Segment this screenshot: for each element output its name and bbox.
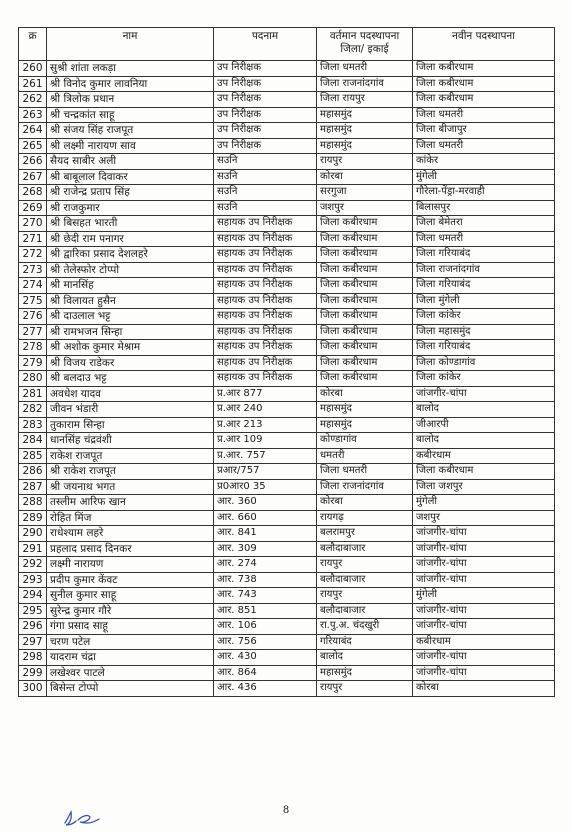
cell-serial-number: 299 bbox=[19, 665, 47, 681]
cell-designation: प्र.आर. 757 bbox=[214, 448, 317, 464]
cell-name: राधेश्याम लहरे bbox=[47, 526, 214, 542]
cell-designation: आर. 436 bbox=[214, 681, 317, 697]
cell-name: रोहित मिंज bbox=[47, 510, 214, 526]
cell-current-posting: जिला कबीरधाम bbox=[317, 216, 413, 232]
table-row bbox=[19, 479, 555, 495]
cell-new-posting: जिला कबीरधाम bbox=[413, 92, 555, 108]
cell-new-posting: जशपुर bbox=[413, 510, 555, 526]
cell-new-posting: कांकेर bbox=[413, 154, 555, 170]
cell-new-posting: जांजगीर-चांपा bbox=[413, 603, 555, 619]
table-row bbox=[19, 603, 555, 619]
table-row bbox=[19, 541, 555, 557]
cell-new-posting: कोरबा bbox=[413, 681, 555, 697]
cell-designation: उप निरीक्षक bbox=[214, 92, 317, 108]
table-row bbox=[19, 619, 555, 635]
cell-name: श्री बाबूलाल दिवाकर bbox=[47, 169, 214, 185]
cell-serial-number: 286 bbox=[19, 464, 47, 480]
cell-name: तस्लीम आरिफ खान bbox=[47, 495, 214, 511]
cell-current-posting: जिला कबीरधाम bbox=[317, 309, 413, 325]
cell-serial-number: 289 bbox=[19, 510, 47, 526]
cell-current-posting: जिला रायपुर bbox=[317, 92, 413, 108]
cell-designation: आर. 309 bbox=[214, 541, 317, 557]
table-row bbox=[19, 76, 555, 92]
cell-name: अवधेश यादव bbox=[47, 386, 214, 402]
table-row bbox=[19, 169, 555, 185]
cell-current-posting: गरियाबंद bbox=[317, 634, 413, 650]
cell-serial-number: 276 bbox=[19, 309, 47, 325]
cell-designation: सहायक उप निरीक्षक bbox=[214, 340, 317, 356]
cell-serial-number: 291 bbox=[19, 541, 47, 557]
cell-name: श्री अशोक कुमार मेश्राम bbox=[47, 340, 214, 356]
cell-new-posting: बिलासपुर bbox=[413, 200, 555, 216]
cell-serial-number: 262 bbox=[19, 92, 47, 108]
cell-new-posting: जांजगीर-चांपा bbox=[413, 557, 555, 573]
table-row bbox=[19, 247, 555, 263]
cell-new-posting: जिला गरियाबंद bbox=[413, 340, 555, 356]
cell-current-posting: जिला धमतरी bbox=[317, 464, 413, 480]
cell-new-posting: जिला महासमुंद bbox=[413, 324, 555, 340]
cell-designation: प्र.आर 213 bbox=[214, 417, 317, 433]
cell-serial-number: 284 bbox=[19, 433, 47, 449]
table-row bbox=[19, 293, 555, 309]
table-row bbox=[19, 386, 555, 402]
cell-current-posting: बलौदाबाजार bbox=[317, 572, 413, 588]
cell-current-posting: जिला धमतरी bbox=[317, 61, 413, 77]
cell-designation: आर. 274 bbox=[214, 557, 317, 573]
table-row bbox=[19, 231, 555, 247]
cell-current-posting: बालोद bbox=[317, 650, 413, 666]
cell-new-posting: जांजगीर-चांपा bbox=[413, 386, 555, 402]
cell-new-posting: जांजगीर-चांपा bbox=[413, 541, 555, 557]
table-row bbox=[19, 154, 555, 170]
cell-current-posting: धमतरी bbox=[317, 448, 413, 464]
cell-new-posting: जिला मुंगेली bbox=[413, 293, 555, 309]
cell-name: सैयद साबीर अली bbox=[47, 154, 214, 170]
cell-new-posting: कबीरधाम bbox=[413, 634, 555, 650]
table-row bbox=[19, 278, 555, 294]
transfer-table bbox=[18, 27, 555, 697]
cell-current-posting: जिला कबीरधाम bbox=[317, 355, 413, 371]
cell-designation: सहायक उप निरीक्षक bbox=[214, 371, 317, 387]
cell-name: सुरेन्द्र कुमार गौरे bbox=[47, 603, 214, 619]
cell-designation: सउनि bbox=[214, 200, 317, 216]
cell-current-posting: कोरबा bbox=[317, 386, 413, 402]
cell-current-posting: महासमुंद bbox=[317, 402, 413, 418]
cell-designation: आर. 360 bbox=[214, 495, 317, 511]
cell-current-posting: जिला कबीरधाम bbox=[317, 340, 413, 356]
cell-current-posting: सरगुजा bbox=[317, 185, 413, 201]
cell-designation: सहायक उप निरीक्षक bbox=[214, 324, 317, 340]
cell-name: श्री विलायत हुसैन bbox=[47, 293, 214, 309]
cell-name: सुनील कुमार साहू bbox=[47, 588, 214, 604]
cell-new-posting: मुंगेली bbox=[413, 495, 555, 511]
table-row bbox=[19, 185, 555, 201]
cell-serial-number: 281 bbox=[19, 386, 47, 402]
table-row bbox=[19, 216, 555, 232]
cell-current-posting: रायगढ़ bbox=[317, 510, 413, 526]
cell-new-posting: जिला धमतरी bbox=[413, 138, 555, 154]
cell-serial-number: 260 bbox=[19, 61, 47, 77]
cell-new-posting: जिला कबीरधाम bbox=[413, 76, 555, 92]
table-row bbox=[19, 355, 555, 371]
table-row bbox=[19, 572, 555, 588]
cell-serial-number: 298 bbox=[19, 650, 47, 666]
cell-current-posting: जिला कबीरधाम bbox=[317, 371, 413, 387]
cell-designation: सहायक उप निरीक्षक bbox=[214, 262, 317, 278]
cell-designation: सहायक उप निरीक्षक bbox=[214, 355, 317, 371]
cell-name: श्री लक्ष्मी नारायण साव bbox=[47, 138, 214, 154]
cell-serial-number: 266 bbox=[19, 154, 47, 170]
cell-serial-number: 292 bbox=[19, 557, 47, 573]
cell-serial-number: 264 bbox=[19, 123, 47, 139]
cell-serial-number: 297 bbox=[19, 634, 47, 650]
cell-name: श्री बलदाउ भट्ट bbox=[47, 371, 214, 387]
cell-designation: आर. 851 bbox=[214, 603, 317, 619]
cell-new-posting: जिला गरियाबंद bbox=[413, 247, 555, 263]
cell-serial-number: 268 bbox=[19, 185, 47, 201]
header-designation: पदनाम bbox=[214, 28, 317, 61]
cell-name: धानसिंह चंद्रवंशी bbox=[47, 433, 214, 449]
cell-name: लखेश्वर पाटले bbox=[47, 665, 214, 681]
cell-designation: सउनि bbox=[214, 154, 317, 170]
cell-serial-number: 261 bbox=[19, 76, 47, 92]
cell-serial-number: 288 bbox=[19, 495, 47, 511]
cell-new-posting: कबीरधाम bbox=[413, 448, 555, 464]
cell-current-posting: महासमुंद bbox=[317, 107, 413, 123]
cell-new-posting: जिला धमतरी bbox=[413, 107, 555, 123]
cell-designation: सउनि bbox=[214, 169, 317, 185]
cell-serial-number: 279 bbox=[19, 355, 47, 371]
table-row bbox=[19, 634, 555, 650]
table-row bbox=[19, 123, 555, 139]
cell-serial-number: 263 bbox=[19, 107, 47, 123]
table-row bbox=[19, 417, 555, 433]
page-number: 8 bbox=[282, 805, 290, 816]
cell-name: श्री तेलेस्फोर टोप्पो bbox=[47, 262, 214, 278]
cell-current-posting: कोण्डागांव bbox=[317, 433, 413, 449]
cell-new-posting: जांजगीर-चांपा bbox=[413, 665, 555, 681]
cell-current-posting: जिला राजनांदगांव bbox=[317, 76, 413, 92]
cell-current-posting: रायपुर bbox=[317, 154, 413, 170]
cell-new-posting: जिला बेमेतरा bbox=[413, 216, 555, 232]
cell-serial-number: 293 bbox=[19, 572, 47, 588]
table-row bbox=[19, 557, 555, 573]
cell-new-posting: जिला कबीरधाम bbox=[413, 464, 555, 480]
table-row bbox=[19, 138, 555, 154]
cell-designation: सहायक उप निरीक्षक bbox=[214, 293, 317, 309]
cell-new-posting: जिला कोण्डागांव bbox=[413, 355, 555, 371]
header-new-posting: नवीन पदस्थापना bbox=[413, 28, 555, 61]
cell-designation: सहायक उप निरीक्षक bbox=[214, 309, 317, 325]
cell-name: श्री राजेन्द्र प्रताप सिंह bbox=[47, 185, 214, 201]
cell-designation: सहायक उप निरीक्षक bbox=[214, 247, 317, 263]
cell-current-posting: महासमुंद bbox=[317, 123, 413, 139]
cell-new-posting: जिला जशपुर bbox=[413, 479, 555, 495]
cell-serial-number: 269 bbox=[19, 200, 47, 216]
cell-designation: सहायक उप निरीक्षक bbox=[214, 278, 317, 294]
cell-name: यादराम चंद्रा bbox=[47, 650, 214, 666]
cell-name: तुकाराम सिन्हा bbox=[47, 417, 214, 433]
cell-current-posting: जिला कबीरधाम bbox=[317, 293, 413, 309]
cell-designation: आर. 738 bbox=[214, 572, 317, 588]
cell-designation: प्र.आर 240 bbox=[214, 402, 317, 418]
cell-serial-number: 278 bbox=[19, 340, 47, 356]
cell-designation: उप निरीक्षक bbox=[214, 123, 317, 139]
signature bbox=[62, 808, 102, 832]
table-row bbox=[19, 402, 555, 418]
table-row bbox=[19, 681, 555, 697]
table-row bbox=[19, 262, 555, 278]
cell-current-posting: जिला कबीरधाम bbox=[317, 262, 413, 278]
cell-name: श्री जयनाथ भगत bbox=[47, 479, 214, 495]
cell-serial-number: 271 bbox=[19, 231, 47, 247]
cell-name: प्रदीप कुमार केंवट bbox=[47, 572, 214, 588]
cell-new-posting: मुंगेली bbox=[413, 588, 555, 604]
table-row bbox=[19, 526, 555, 542]
cell-name: सुश्री शांता लकड़ा bbox=[47, 61, 214, 77]
cell-serial-number: 274 bbox=[19, 278, 47, 294]
cell-name: श्री राजकुमार bbox=[47, 200, 214, 216]
header-name: नाम bbox=[47, 28, 214, 61]
cell-current-posting: जिला राजनांदगांव bbox=[317, 479, 413, 495]
cell-name: श्री विनोद कुमार लावनिया bbox=[47, 76, 214, 92]
cell-current-posting: रायपुर bbox=[317, 557, 413, 573]
table-row bbox=[19, 200, 555, 216]
cell-designation: आर. 743 bbox=[214, 588, 317, 604]
cell-current-posting: बलौदाबाजार bbox=[317, 541, 413, 557]
cell-serial-number: 280 bbox=[19, 371, 47, 387]
cell-current-posting: रायपुर bbox=[317, 681, 413, 697]
cell-serial-number: 267 bbox=[19, 169, 47, 185]
cell-new-posting: जिला बीजापुर bbox=[413, 123, 555, 139]
cell-serial-number: 277 bbox=[19, 324, 47, 340]
table-row bbox=[19, 324, 555, 340]
cell-current-posting: कोरबा bbox=[317, 495, 413, 511]
table-body bbox=[19, 61, 555, 697]
cell-name: श्री चन्द्रकांत साहू bbox=[47, 107, 214, 123]
cell-designation: सहायक उप निरीक्षक bbox=[214, 216, 317, 232]
cell-name: श्री द्वारिका प्रसाद देशलहरे bbox=[47, 247, 214, 263]
cell-designation: आर. 841 bbox=[214, 526, 317, 542]
cell-designation: आर. 430 bbox=[214, 650, 317, 666]
cell-serial-number: 282 bbox=[19, 402, 47, 418]
table-header-row bbox=[19, 28, 555, 61]
cell-name: श्री विजय राडेकर bbox=[47, 355, 214, 371]
cell-serial-number: 296 bbox=[19, 619, 47, 635]
cell-serial-number: 272 bbox=[19, 247, 47, 263]
cell-name: श्री दाउलाल भट्ट bbox=[47, 309, 214, 325]
cell-designation: आर. 106 bbox=[214, 619, 317, 635]
cell-serial-number: 295 bbox=[19, 603, 47, 619]
cell-current-posting: जिला कबीरधाम bbox=[317, 231, 413, 247]
cell-new-posting: जांजगीर-चांपा bbox=[413, 650, 555, 666]
cell-serial-number: 287 bbox=[19, 479, 47, 495]
cell-designation: प्र.आर 877 bbox=[214, 386, 317, 402]
cell-name: श्री संजय सिंह राजपूत bbox=[47, 123, 214, 139]
cell-name: श्री बिसहत भारती bbox=[47, 216, 214, 232]
cell-serial-number: 270 bbox=[19, 216, 47, 232]
header-current-posting: वर्तमान पदस्थापना जिला/ इकाई bbox=[317, 28, 413, 61]
table-row bbox=[19, 340, 555, 356]
table-row bbox=[19, 309, 555, 325]
cell-new-posting: जिला राजनांदगांव bbox=[413, 262, 555, 278]
cell-serial-number: 294 bbox=[19, 588, 47, 604]
cell-current-posting: महासमुंद bbox=[317, 665, 413, 681]
table-row bbox=[19, 92, 555, 108]
table-row bbox=[19, 464, 555, 480]
cell-designation: सहायक उप निरीक्षक bbox=[214, 231, 317, 247]
cell-new-posting: गौरेला-पेंड्रा-मरवाही bbox=[413, 185, 555, 201]
cell-designation: प्रआर/757 bbox=[214, 464, 317, 480]
cell-serial-number: 285 bbox=[19, 448, 47, 464]
cell-name: गंगा प्रसाद साहू bbox=[47, 619, 214, 635]
cell-name: चरण पटेल bbox=[47, 634, 214, 650]
cell-designation: आर. 660 bbox=[214, 510, 317, 526]
cell-designation: उप निरीक्षक bbox=[214, 76, 317, 92]
cell-name: श्री छेदी राम पनागर bbox=[47, 231, 214, 247]
cell-current-posting: रा.पु.अ. चंदखुरी bbox=[317, 619, 413, 635]
cell-current-posting: रायपुर bbox=[317, 588, 413, 604]
cell-current-posting: जिला कबीरधाम bbox=[317, 247, 413, 263]
cell-serial-number: 283 bbox=[19, 417, 47, 433]
table-row bbox=[19, 433, 555, 449]
cell-new-posting: जीआरपी bbox=[413, 417, 555, 433]
cell-designation: आर. 864 bbox=[214, 665, 317, 681]
cell-current-posting: महासमुंद bbox=[317, 417, 413, 433]
cell-serial-number: 273 bbox=[19, 262, 47, 278]
cell-name: जीवन भंडारी bbox=[47, 402, 214, 418]
cell-name: प्रहलाद प्रसाद दिनकर bbox=[47, 541, 214, 557]
cell-serial-number: 300 bbox=[19, 681, 47, 697]
table-row bbox=[19, 650, 555, 666]
cell-designation: प्र0आर0 35 bbox=[214, 479, 317, 495]
table-row bbox=[19, 61, 555, 77]
table-row bbox=[19, 448, 555, 464]
cell-name: श्री त्रिलोक प्रधान bbox=[47, 92, 214, 108]
cell-new-posting: जांजगीर-चांपा bbox=[413, 526, 555, 542]
cell-new-posting: जिला कांकेर bbox=[413, 371, 555, 387]
cell-designation: सउनि bbox=[214, 185, 317, 201]
cell-name: श्री राकेश राजपूत bbox=[47, 464, 214, 480]
cell-designation: उप निरीक्षक bbox=[214, 61, 317, 77]
cell-current-posting: जशपुर bbox=[317, 200, 413, 216]
cell-name: श्री रामभजन सिन्हा bbox=[47, 324, 214, 340]
cell-name: राकेश राजपूत bbox=[47, 448, 214, 464]
table-row bbox=[19, 495, 555, 511]
cell-designation: प्र.आर 109 bbox=[214, 433, 317, 449]
table-row bbox=[19, 510, 555, 526]
cell-serial-number: 265 bbox=[19, 138, 47, 154]
cell-new-posting: जिला गरियाबंद bbox=[413, 278, 555, 294]
cell-designation: उप निरीक्षक bbox=[214, 107, 317, 123]
table-row bbox=[19, 371, 555, 387]
cell-name: बिसेन्त टोप्पो bbox=[47, 681, 214, 697]
cell-designation: आर. 756 bbox=[214, 634, 317, 650]
cell-new-posting: जांजगीर-चांपा bbox=[413, 619, 555, 635]
cell-current-posting: कोरबा bbox=[317, 169, 413, 185]
transfer-list-page bbox=[18, 27, 554, 697]
cell-name: श्री मानसिंह bbox=[47, 278, 214, 294]
cell-current-posting: बलरामपुर bbox=[317, 526, 413, 542]
cell-serial-number: 290 bbox=[19, 526, 47, 542]
cell-current-posting: महासमुंद bbox=[317, 138, 413, 154]
cell-new-posting: जिला कांकेर bbox=[413, 309, 555, 325]
cell-new-posting: बालोद bbox=[413, 433, 555, 449]
cell-new-posting: जिला धमतरी bbox=[413, 231, 555, 247]
cell-new-posting: जांजगीर-चांपा bbox=[413, 572, 555, 588]
cell-new-posting: बालोद bbox=[413, 402, 555, 418]
table-row bbox=[19, 107, 555, 123]
cell-current-posting: जिला कबीरधाम bbox=[317, 278, 413, 294]
cell-designation: उप निरीक्षक bbox=[214, 138, 317, 154]
table-row bbox=[19, 588, 555, 604]
header-serial-number: क्र bbox=[19, 28, 47, 61]
cell-new-posting: जिला कबीरधाम bbox=[413, 61, 555, 77]
table-row bbox=[19, 665, 555, 681]
cell-current-posting: जिला कबीरधाम bbox=[317, 324, 413, 340]
cell-name: लक्ष्मी नारायण bbox=[47, 557, 214, 573]
cell-current-posting: बलौदाबाजार bbox=[317, 603, 413, 619]
cell-serial-number: 275 bbox=[19, 293, 47, 309]
cell-new-posting: मुंगेली bbox=[413, 169, 555, 185]
